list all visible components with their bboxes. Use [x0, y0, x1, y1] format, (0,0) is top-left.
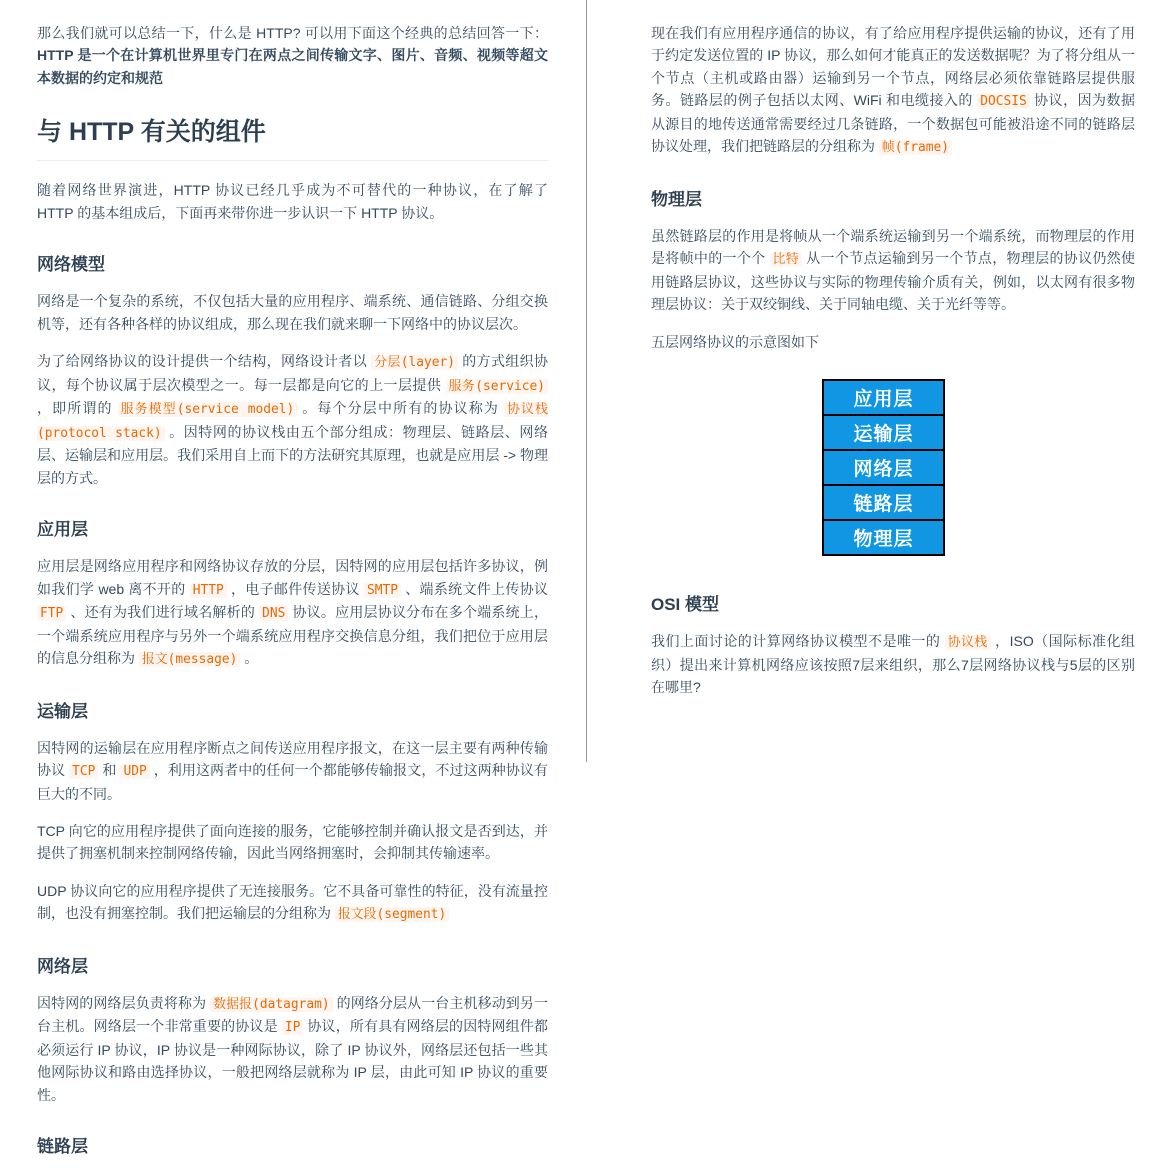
inline-code: DOCSIS — [977, 94, 1030, 109]
text-segment: 因特网的网络层负责将称为 — [37, 994, 211, 1011]
text-segment: 应用层是网络应用程序和网络协议存放的分层，因特网的应用层包括许多协议，例如我们学 web 离不开的 — [37, 558, 548, 597]
diagram-layer-network: 网络层 — [822, 449, 945, 486]
text-segment: 。每个分层中所有的协议称为 — [297, 400, 505, 417]
inline-code: HTTP — [190, 583, 227, 598]
diagram-layer-transport: 运输层 — [822, 414, 945, 451]
text-segment: 和 — [98, 762, 121, 779]
paragraph-osi-model — [651, 630, 1135, 698]
text-segment: 那么我们就可以总结一下，什么是 HTTP? 可以用下面这个经典的总结回答一下： — [37, 25, 548, 41]
inline-code: 报文段(segment) — [335, 907, 449, 922]
text-segment: 因特网的运输层在应用程序断点之间传送应用程序报文，在这一层主要有两种传输协议 — [37, 739, 548, 779]
text-segment: 从一个节点运输到另一个节点，物理层的协议仍然使用链路层协议，这些协议与实际的物理传输介质有关，例如，以太网有很多物理层协议：关于双绞铜线、关于同轴电缆、关于光纤等等。 — [651, 250, 1135, 313]
paragraph-link-layer — [651, 22, 1135, 159]
text-segment: 协议。应用层协议分布在多个端系统上，一个端系统应用程序与另外一个端系统应用程序交换信息分组，我们把位于应用层的信息分组称为 — [37, 604, 549, 667]
diagram-layer-physical: 物理层 — [822, 519, 945, 556]
heading-application-layer: 应用层 — [37, 520, 88, 540]
paragraph-transport-layer — [37, 737, 548, 805]
text-segment: UDP 协议向它的应用程序提供了无连接服务。它不具备可靠性的特征，没有流量控制，也没有拥塞控制。我们把运输层的分组称为 — [37, 882, 548, 922]
heading-link-layer: 链路层 — [37, 1137, 88, 1157]
heading-physical-layer: 物理层 — [651, 189, 702, 209]
paragraph-diagram-caption — [651, 331, 1135, 353]
heading-network-layer: 网络层 — [37, 956, 88, 976]
inline-code: IP — [282, 1020, 304, 1035]
diagram-layer-application: 应用层 — [822, 379, 945, 416]
page-divider — [586, 0, 587, 762]
page-right — [651, 22, 1135, 713]
diagram-layer-link: 链路层 — [822, 484, 945, 521]
text-segment: HTTP 是一个在计算机世界里专门在两点之间传输文字、图片、音频、视频等超文本数据的约定和规范 — [37, 47, 548, 86]
text-segment: 。 — [240, 650, 259, 667]
paragraph-network-complex — [37, 290, 548, 335]
inline-code: 协议栈(protocol stack) — [37, 402, 548, 441]
text-segment: ，利用这两者中的任何一个都能够传输报文，不过这两种协议有巨大的不同。 — [37, 762, 549, 802]
paragraph-network-layer — [37, 992, 548, 1106]
text-segment: 协议，因为数据从源目的地传送通常需要经过几条链路，一个数据包可能被沿途不同的链路层协议处理，我们把链路层的分组称为 — [651, 92, 1136, 155]
heading-transport-layer: 运输层 — [37, 701, 88, 721]
inline-code: 协议栈 — [945, 635, 991, 650]
text-segment: TCP 向它的应用程序提供了面向连接的服务，它能够控制并确认报文是否到达，并提供了拥塞机制来控制网络传输，因此当网络拥塞时，会抑制其传输速率。 — [37, 823, 548, 862]
inline-code: 分层(layer) — [371, 355, 458, 370]
text-segment: 虽然链路层的作用是将帧从一个端系统运输到另一个端系统，而物理层的作用是将帧中的一个个 — [651, 227, 1135, 267]
heading-network-model: 网络模型 — [37, 255, 105, 275]
text-segment: 的方式组织协议，每个协议属于层次模型之一。每一层都是向它的上一层提供 — [37, 352, 549, 393]
paragraph-udp — [37, 880, 548, 926]
text-segment: 网络是一个复杂的系统，不仅包括大量的应用程序、端系统、通信链路、分组交换机等，还有各种各样的协议组成，那么现在我们就来聊一下网络中的协议层次。 — [37, 293, 548, 332]
heading-osi-model: OSI 模型 — [651, 594, 720, 614]
paragraph-tcp — [37, 820, 548, 865]
inline-code: 数据报(datagram) — [210, 997, 332, 1012]
inline-code: 帧(frame) — [879, 140, 952, 155]
inline-code: 比特 — [770, 252, 802, 267]
text-segment: 。因特网的协议栈由五个部分组成：物理层、链路层、网络层、运输层和应用层。我们采用自上而下的方法研究其原理，也就是应用层 -> 物理层的方式。 — [37, 423, 548, 486]
text-segment: 为了给网络协议的设计提供一个结构，网络设计者以 — [37, 352, 372, 369]
text-segment: ，电子邮件传送协议 — [226, 580, 364, 597]
text-segment: ，即所谓的 — [37, 400, 118, 417]
inline-code: TCP — [69, 764, 98, 779]
inline-code: 报文(message) — [139, 652, 241, 667]
text-segment: 我们上面讨论的计算网络协议模型不是唯一的 — [651, 632, 945, 649]
page-left — [37, 22, 548, 1172]
text-segment: 、端系统文件上传协议 — [401, 580, 549, 597]
inline-code: 服务模型(service model) — [118, 402, 297, 417]
inline-code: UDP — [120, 764, 149, 779]
inline-code: FTP — [37, 606, 66, 621]
inline-code: 服务(service) — [446, 379, 548, 394]
five-layer-diagram — [822, 379, 1135, 556]
text-segment: 现在我们有应用程序通信的协议，有了给应用程序提供运输的协议，还有了用于约定发送位置的 IP 协议，那么如何才能真正的发送数据呢？为了将分组从一个节点（主机或路由器）运输到另一个节点，网络层必须依靠链路层提供服务。链路层的例子包括以太网、WiFi 和电缆接入的 — [651, 25, 1135, 109]
paragraph-http-summary — [37, 22, 548, 89]
text-segment: 随着网络世界演进，HTTP 协议已经几乎成为不可替代的一种协议，在了解了 HTTP 的基本组成后，下面再来带你进一步认识一下 HTTP 协议。 — [37, 182, 548, 221]
text-segment: 协议，所有具有网络层的因特网组件都必须运行 IP 协议，IP 协议是一种网际协议，除了 IP 协议外，网络层还包括一些其他网际协议和路由选择协议，一般把网络层就称为 IP 层，由此可知 IP 协议的重要性。 — [37, 1018, 549, 1103]
text-segment: 、还有为我们进行域名解析的 — [66, 604, 260, 621]
paragraph-application-layer — [37, 555, 548, 671]
text-segment: ，ISO（国际标准化组织）提出来计算机网络应该按照7层来组织，那么7层网络协议栈与5层的区别在哪里? — [651, 632, 1135, 695]
text-segment: 的网络分层从一台主机移动到另一台主机。网络层一个非常重要的协议是 — [37, 994, 549, 1035]
paragraph-layered-design — [37, 350, 548, 489]
text-segment: 五层网络协议的示意图如下 — [651, 333, 819, 350]
heading-http-components: 与 HTTP 有关的组件 — [37, 117, 548, 161]
paragraph-http-evolution — [37, 179, 548, 224]
inline-code: DNS — [259, 606, 288, 621]
paragraph-physical-layer — [651, 225, 1135, 316]
inline-code: SMTP — [364, 583, 401, 598]
